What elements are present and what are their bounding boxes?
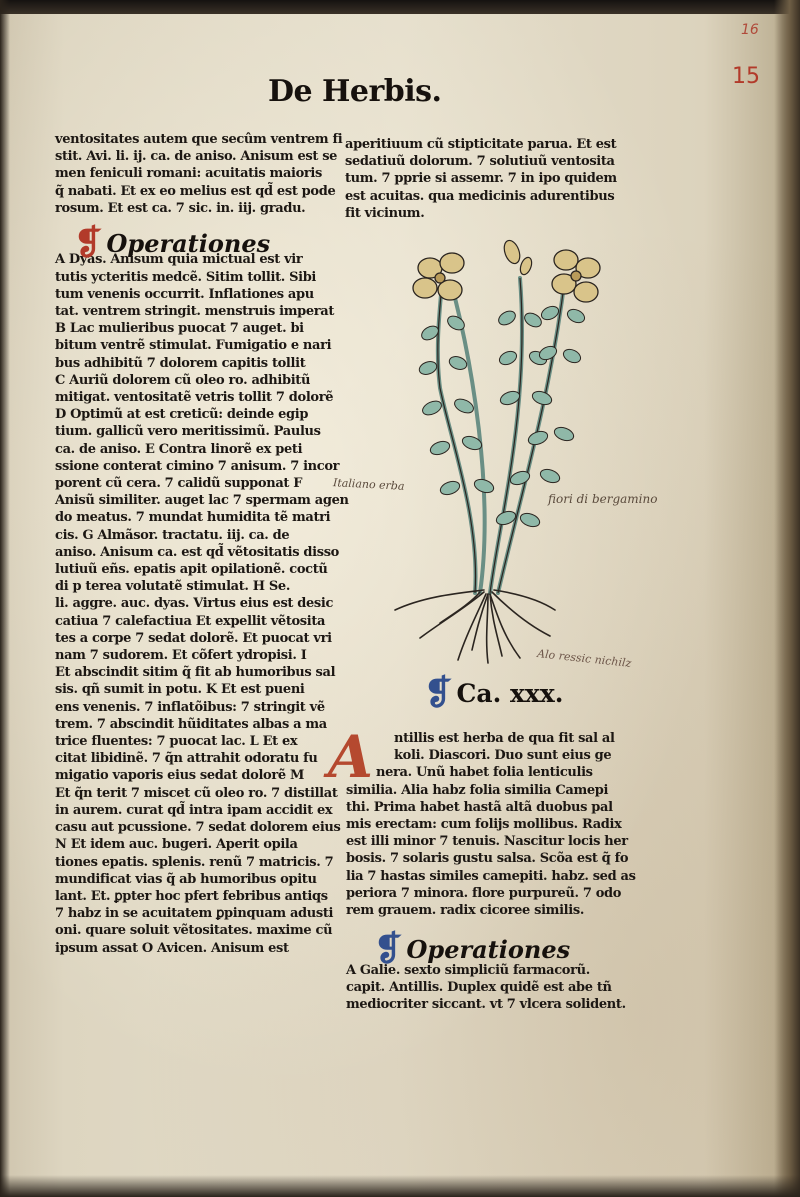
text-line: Et abscindit sitim q̃ fit ab humoribus sal (55, 665, 336, 681)
heading-text: Operationes (106, 228, 271, 258)
text-line: tum. 7 pprie si assemr. 7 in ipo quidem (345, 171, 617, 187)
text-line: ssione conterat cimino 7 anisum. 7 incor (55, 458, 340, 474)
text-line: tes a corpe 7 sedat dolorẽ. Et puocat vri (55, 630, 332, 646)
text-line: casu aut pcussione. 7 sedat dolorem eius (55, 820, 341, 836)
text-line: catiua 7 calefactiua Et expellit vẽtosita (55, 613, 326, 629)
text-line: Anisũ similiter. auget lac 7 spermam agen (55, 493, 349, 509)
text-line: lia 7 hastas similes camepiti. habz. sed as (346, 868, 636, 884)
text-line: tiones epatis. splenis. renũ 7 matricis. 7 (55, 854, 334, 870)
right-page-edge (774, 0, 800, 1197)
marginal-note-right: fiori di bergamino (548, 492, 658, 506)
red-folio-number: 15 (732, 64, 760, 89)
text-line: thi. Prima habet hastã altã duobus pal (346, 799, 613, 815)
decorated-initial: A (328, 723, 374, 791)
text-line: citat libidinẽ. 7 q̃n attrahit odoratu fu (55, 751, 318, 767)
text-line: similia. Alia habz folia similia Camepi (346, 782, 609, 798)
text-line: aniso. Anisum ca. est qd̃ vẽtositatis disso (55, 544, 339, 560)
text-line: men feniculi romani: acuitatis maioris (55, 166, 322, 182)
text-line: cis. G Almãsor. tractatu. iij. ca. de (55, 527, 290, 543)
flower-left-icon (413, 253, 464, 300)
text-line: in aurem. curat qd̃ intra ipam accidit ex (55, 802, 333, 818)
operationes-heading-right (374, 929, 571, 969)
text-line: migatio vaporis eius sedat dolorẽ M (55, 768, 305, 784)
text-line: do meatus. 7 mundat humidita tẽ matri (55, 510, 331, 526)
text-line: C Auriũ dolorem cũ oleo ro. adhibitũ (55, 372, 311, 388)
text-line: mis erectam: cum folijs mollibus. Radix (346, 817, 622, 833)
blue-pilcrow-icon: ❡ (374, 929, 403, 969)
text-line: lutiuũ eñs. epatis apit opilationẽ. coctũ (55, 562, 328, 578)
text-line: tutis ycteritis medcẽ. Sitim tollit. Sibi (55, 269, 317, 285)
text-line: bosis. 7 solaris gustu salsa. Scõa est q̃ fo (346, 851, 629, 867)
heading-text: Operationes (406, 934, 571, 964)
text-line: tum venenis occurrit. Inflationes apu (55, 286, 314, 302)
text-line: mundificat vias q̃ ab humoribus opitu (55, 871, 317, 887)
text-line: porent cũ cera. 7 calidũ supponat F (55, 476, 303, 492)
right-text-column-top (345, 136, 635, 222)
bottom-edge-shadow (0, 1175, 800, 1197)
red-pilcrow-icon: ❡ (74, 223, 103, 263)
text-line: est illi minor 7 tenuis. Nascitur locis her (346, 834, 628, 850)
text-line: est acuitas. qua medicinis adurentibus (345, 188, 615, 204)
running-head: De Herbis. (268, 74, 442, 109)
roots (395, 590, 555, 663)
text-line: mediocriter siccant. vt 7 vlcera solident. (346, 997, 626, 1013)
text-line: li. aggre. auc. dyas. Virtus eius est desic (55, 596, 334, 612)
text-line: 7 habz in se acuitatem ꝑpinquam adusti (55, 906, 334, 922)
text-line: N Et idem auc. bugeri. Aperit opila (55, 837, 298, 853)
flower-bud-icon (501, 238, 533, 276)
blue-pilcrow-icon: ❡ (424, 673, 453, 713)
text-line: rem grauem. radix cicoree similis. (346, 903, 585, 919)
chapter-heading (424, 673, 564, 713)
text-line: fit vicinum. (345, 205, 425, 221)
text-line: mitigat. ventositatẽ vetris tollit 7 dolorẽ (55, 390, 334, 406)
text-line: rosum. Et est ca. 7 sic. in. iij. gradu. (55, 200, 306, 216)
marginal-note-left: Italiano erba (332, 476, 405, 493)
text-line: ca. de aniso. E Contra linorẽ ex peti (55, 441, 303, 457)
top-edge-shadow (0, 0, 800, 14)
text-line: tium. gallicũ vero meritissimũ. Paulus (55, 424, 321, 440)
text-line: q̃ nabati. Et ex eo melius est qd̃ est pode (55, 183, 336, 199)
text-line: nera. Unũ habet folia lenticulis (376, 765, 593, 781)
marginal-note-bottom: Alo ressic nichilz (536, 647, 632, 670)
text-line: tat. ventrem stringit. menstruis imperat (55, 304, 335, 319)
pencil-folio-number: 16 (741, 22, 759, 38)
text-line: koli. Diascori. Duo sunt eius ge (394, 748, 612, 764)
text-line: B Lac mulieribus puocat 7 auget. bi (55, 321, 304, 337)
text-line: oni. quare soluit vẽtositates. maxime cũ (55, 923, 333, 939)
text-line: sedatiuũ dolorum. 7 solutiuũ ventosita (345, 154, 615, 170)
text-line: trice fluentes: 7 puocat lac. L Et ex (55, 734, 298, 750)
text-line: ntillis est herba de qua fit sal al (394, 731, 615, 746)
right-text-column-bottom (346, 730, 646, 919)
text-line: Et q̃n terit 7 miscet cũ oleo ro. 7 distillat (55, 785, 338, 801)
right-text-column-after-heading (346, 962, 646, 1014)
chapter-title: Ca. xxx. (456, 678, 564, 708)
text-line: stit. Avi. li. ij. ca. de aniso. Anisum est se (55, 149, 338, 165)
text-line: bus adhibitũ 7 dolorem capitis tollit (55, 355, 306, 371)
text-line: A Galie. sexto simpliciũ farmacorũ. (346, 963, 590, 978)
left-edge-shadow (0, 0, 10, 1197)
text-line: nam 7 sudorem. Et cõfert ydropisi. I (55, 648, 307, 664)
text-line: capit. Antillis. Duplex quidẽ est abe tñ (346, 980, 612, 996)
text-line: lant. Et. ꝑpter hoc pfert febribus antiqs (55, 888, 328, 904)
text-line: di p terea volutatẽ stimulat. H Se. (55, 579, 290, 595)
text-line: ens venenis. 7 inflatõibus: 7 stringit vẽ (55, 699, 325, 715)
text-line: sis. qñ sumit in potu. K Et est pueni (55, 682, 305, 698)
flower-right-icon (552, 250, 600, 302)
text-line: trem. 7 abscindit hũiditates albas a ma (55, 716, 327, 732)
text-line: A Dyas. Anisum quia mictual est vir (55, 252, 303, 268)
text-line: ventositates autem que secûm ventrem fi (55, 132, 343, 147)
herb-woodcut-illustration (380, 238, 640, 668)
text-line: ipsum assat O Avicen. Anisum est (55, 940, 289, 956)
text-line: aperitiuum cũ stipticitate parua. Et est (345, 137, 617, 152)
text-line: bitum ventrẽ stimulat. Fumigatio e nari (55, 338, 332, 354)
text-line: periora 7 minora. flore purpureũ. 7 odo (346, 885, 622, 901)
text-line: D Optimũ at est creticũ: deinde egip (55, 407, 309, 423)
